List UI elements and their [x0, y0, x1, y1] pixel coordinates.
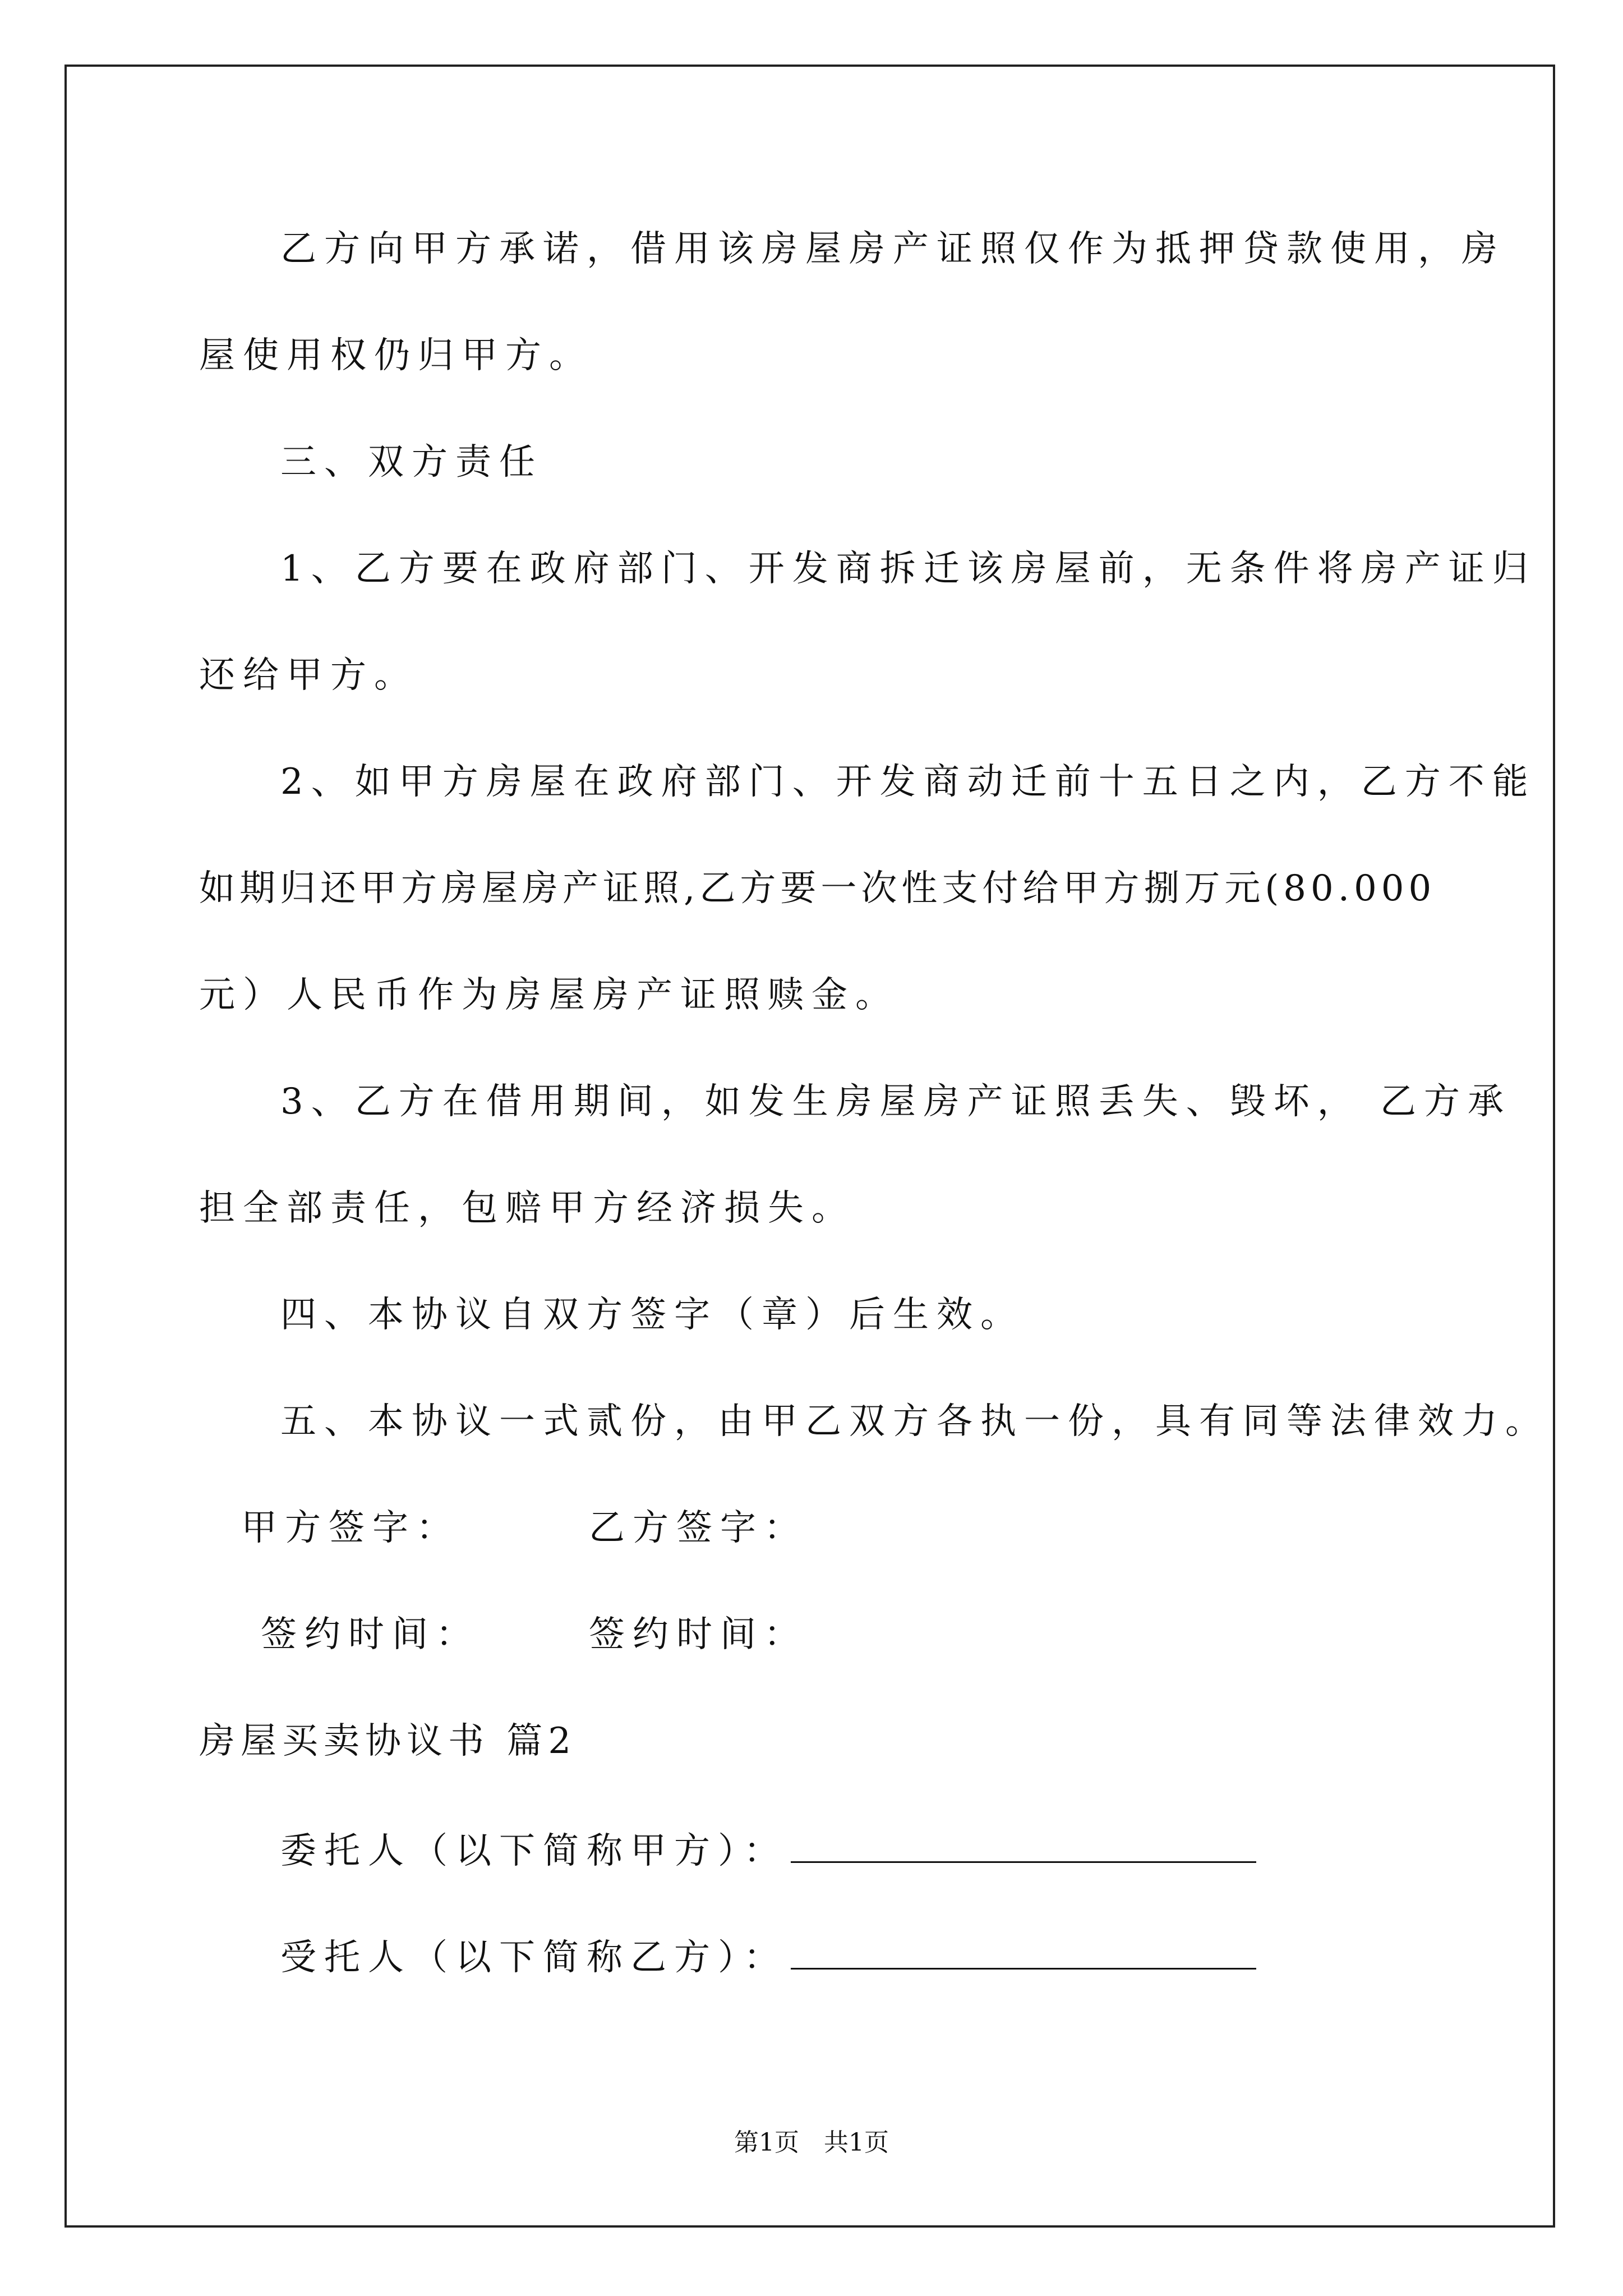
agent-label: 受托人（以下简称乙方）： — [280, 1937, 787, 1978]
section-heading-copies: 五、本协议一式贰份，由甲乙双方各执一份，具有同等法律效力。 — [280, 1401, 1549, 1442]
clause-2-line1: 2、如甲方房屋在政府部门、开发商动迁前十五日之内，乙方不能 — [280, 761, 1536, 803]
section-heading-responsibilities: 三、双方责任 — [280, 441, 543, 483]
agent-blank — [791, 1936, 1256, 1970]
clause-2-line2: 如期归还甲方房屋房产证照,乙方要一次性支付给甲方捌万元(80.000 — [199, 868, 1436, 909]
clause-1-line1: 1、乙方要在政府部门、开发商拆迁该房屋前，无条件将房产证归 — [280, 548, 1536, 590]
section-heading-effective: 四、本协议自双方签字（章）后生效。 — [280, 1294, 1024, 1336]
party-b-date-label: 签约时间： — [589, 1614, 808, 1655]
party-a-signature-label: 甲方签字： — [241, 1507, 460, 1549]
party-b-signature-label: 乙方签字： — [589, 1507, 808, 1549]
clause-2-line3: 元）人民币作为房屋房产证照赎金。 — [199, 974, 899, 1016]
party-a-date-label: 签约时间： — [261, 1614, 479, 1655]
page-border — [64, 65, 1555, 2228]
paragraph-commitment-line2: 屋使用权仍归甲方。 — [199, 335, 593, 376]
clause-3-line1: 3、乙方在借用期间，如发生房屋房产证照丢失、毁坏， 乙方承 — [280, 1081, 1512, 1122]
paragraph-commitment-line1: 乙方向甲方承诺，借用该房屋房产证照仅作为抵押贷款使用，房 — [280, 228, 1505, 270]
clause-3-line2: 担全部责任，包赔甲方经济损失。 — [199, 1188, 855, 1229]
section2-title: 房屋买卖协议书 篇2 — [199, 1720, 577, 1762]
principal-blank — [791, 1830, 1256, 1863]
clause-1-line2: 还给甲方。 — [199, 655, 418, 696]
principal-label: 委托人（以下简称甲方）： — [280, 1830, 787, 1872]
principal-field — [280, 1830, 1256, 1872]
agent-field — [280, 1936, 1256, 1976]
page-number-footer: 第1页 共1页 — [734, 2128, 889, 2157]
